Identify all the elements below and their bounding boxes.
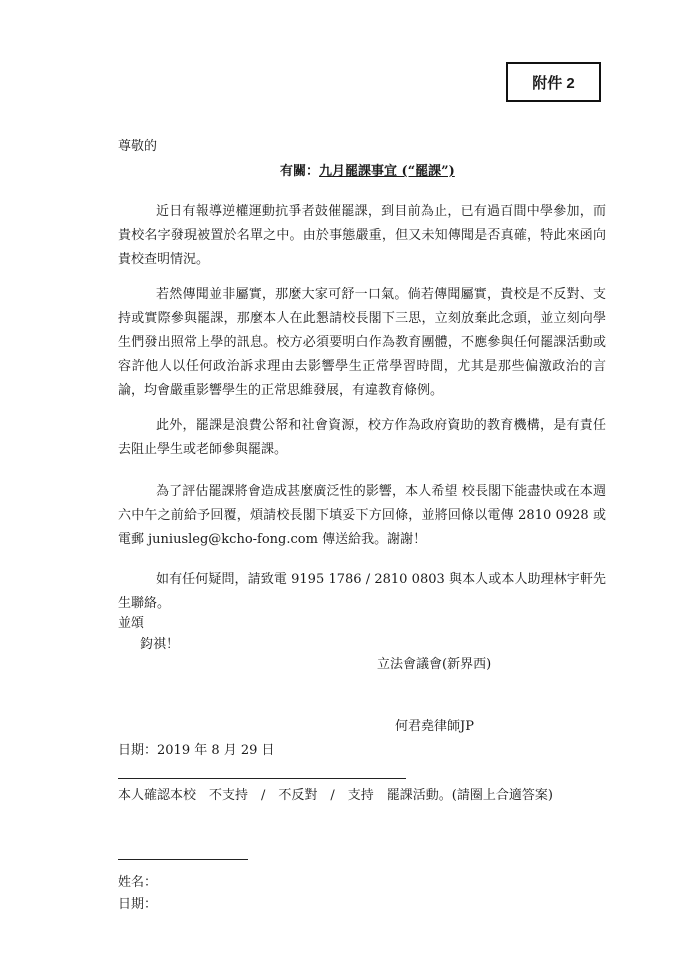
reply-slip-divider [118, 778, 406, 779]
closing-line-2: 鈞祺！ [140, 637, 180, 652]
salutation: 尊敬的 [118, 139, 158, 154]
signature-line [118, 859, 248, 860]
signature-name: 何君堯律師JP [395, 719, 474, 734]
paragraph-3: 此外，罷課是浪費公帑和社會資源，校方作為政府資助的教育機構，是有責任去阻止學生或老師參與罷課。 [118, 418, 606, 457]
closing-line-1: 並頌 [118, 616, 145, 631]
reply-confirmation-text: 本人確認本校 不支持 / 不反對 / 支持 罷課活動。(請圈上合適答案) [118, 788, 553, 803]
name-label: 姓名： [118, 875, 158, 890]
paragraph-5: 如有任何疑問，請致電 9195 1786 / 2810 0803 與本人或本人助理林宇軒先生聯絡。 [118, 572, 606, 611]
attachment-label: 附件 2 [532, 74, 575, 92]
paragraph-1: 近日有報導逆權運動抗爭者鼓催罷課，到目前為止，已有過百間中學參加，而貴校名字發現被置於名單之中。由於事態嚴重，但又未知傳聞是否真確，特此來函向貴校查明情況。 [118, 204, 606, 267]
subject-line [280, 165, 455, 178]
paragraph-2: 若然傳聞並非屬實，那麼大家可舒一口氣。倘若傳聞屬實，貴校是不反對、支持或實際參與罷課，那麼本人在此懇請校長閣下三思，立刻放棄此念頭，並立刻向學生們發出照常上學的訊息。校方必須要明白作為教育團體，不應參與任何罷課活動或容許他人以任何政治訴求理由去影響學生正常學習時間，尤其是那些偏激政治的言論，均會嚴重影響學生的正常思維發展，有違教育條例。 [118, 287, 606, 398]
attachment-label-box [506, 62, 601, 102]
paragraph-4: 為了評估罷課將會造成甚麼廣泛性的影響，本人希望 校長閣下能盡快或在本週六中午之前給予回覆，煩請校長閣下填妥下方回條，並將回條以電傳 2810 0928 或電郵 juniusleg@kcho-fong.com 傳送給我。謝謝！ [118, 484, 606, 547]
date-label: 日期： [118, 897, 158, 912]
letter-date: 日期：2019 年 8 月 29 日 [118, 743, 275, 758]
subject-title: 九月罷課事宜 (“罷課”) [319, 164, 455, 179]
subject-prefix: 有關： [280, 164, 320, 179]
signature-organization: 立法會議會(新界西) [377, 657, 492, 672]
